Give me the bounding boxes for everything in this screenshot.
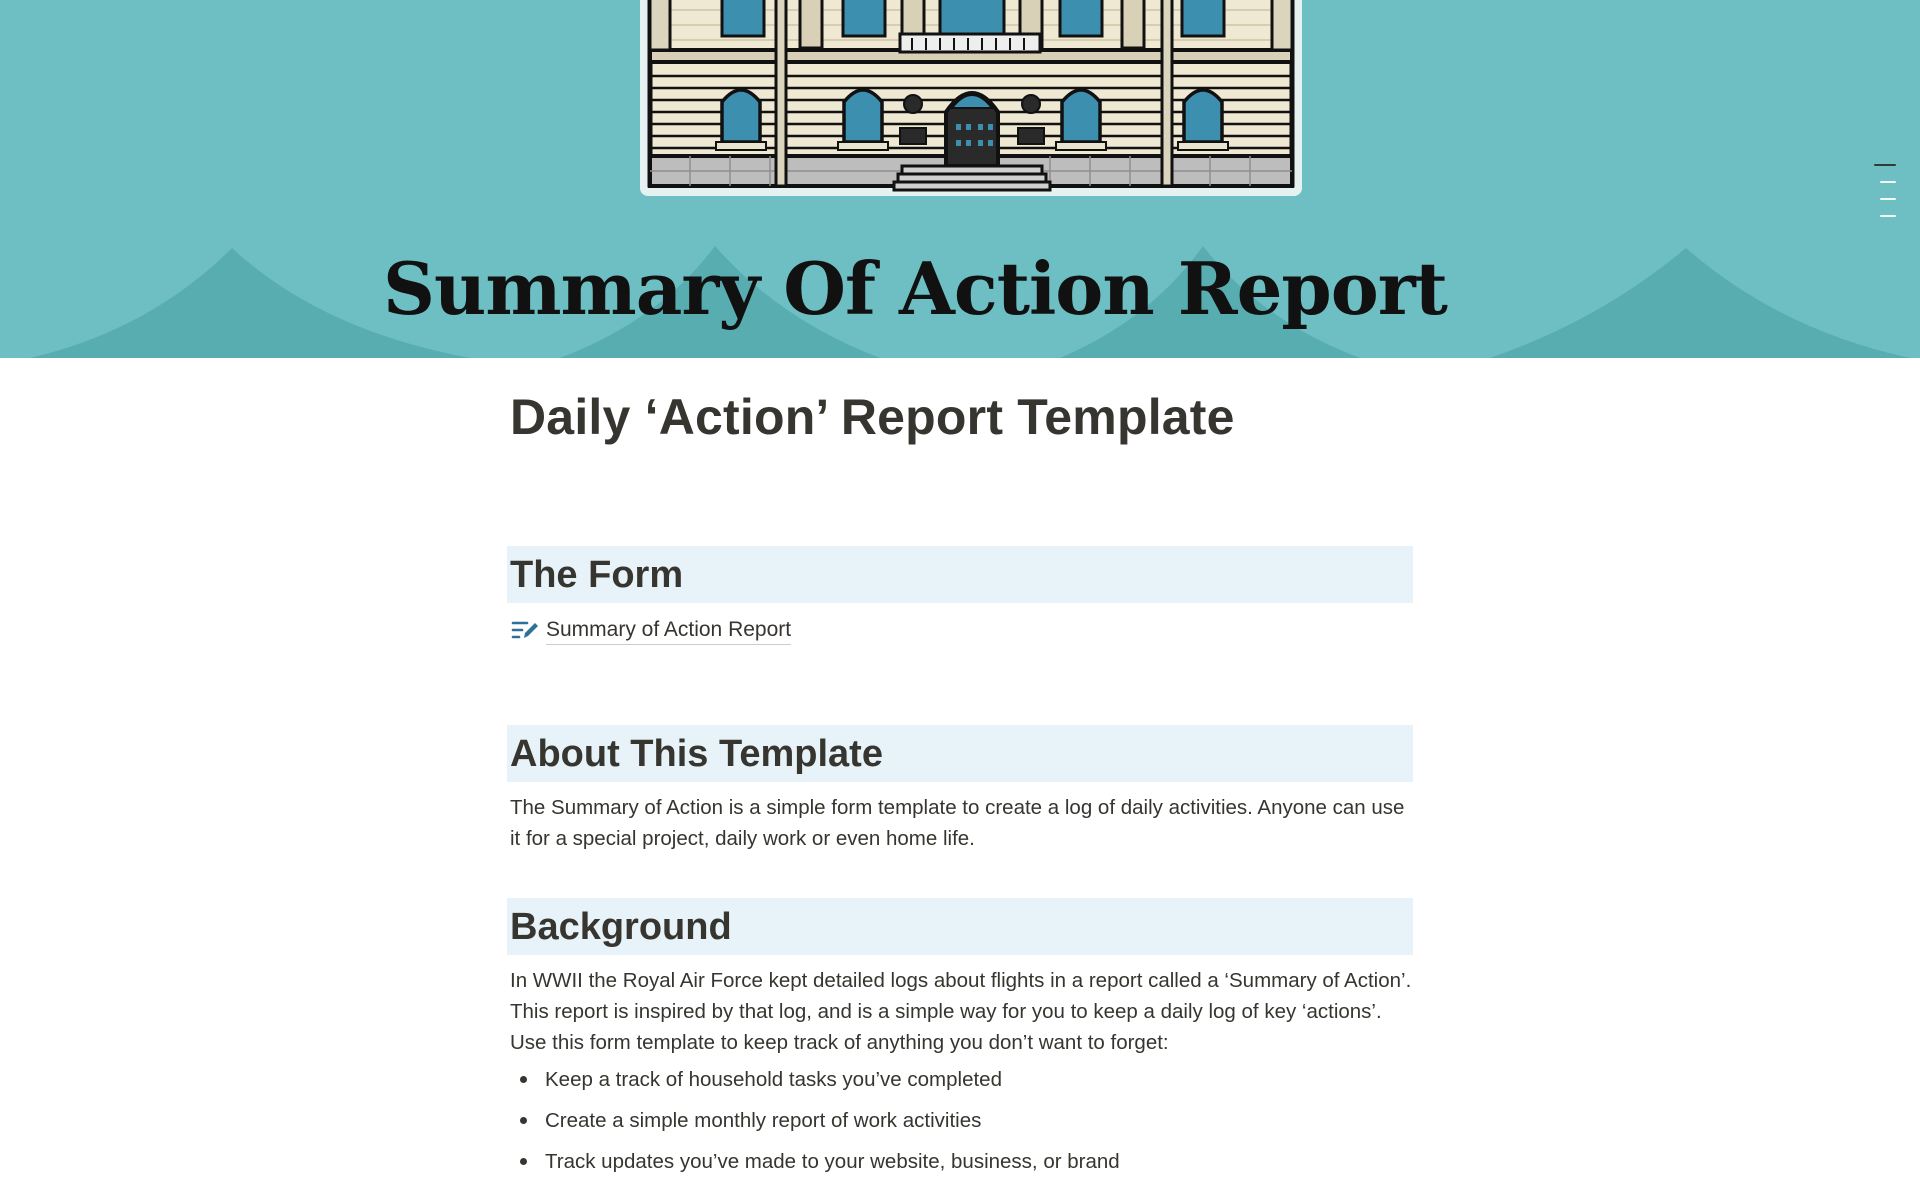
list-item-text: Keep a track of household tasks you’ve completed bbox=[545, 1068, 1002, 1091]
background-paragraph[interactable]: In WWII the Royal Air Force kept detailed logs about flights in a report called a ‘Summary of Action’. This report is inspired by that log, and is a simple way for you to keep a daily log of key ‘actions’. Use this form template to keep track of anything you don’t want to forget: bbox=[510, 969, 1412, 1054]
bullet-dot bbox=[520, 1117, 527, 1124]
toc-line[interactable] bbox=[1880, 181, 1896, 183]
background-bullet-list bbox=[507, 1064, 1413, 1177]
page-content bbox=[507, 358, 1413, 1187]
about-paragraph[interactable]: The Summary of Action is a simple form template to create a log of daily activities. Anyone can use it for a special project, daily work or even home life. bbox=[510, 796, 1405, 850]
cover-title: Summary Of Action Report bbox=[383, 246, 1447, 331]
toc-line[interactable] bbox=[1874, 164, 1896, 166]
page-cover bbox=[0, 0, 1920, 358]
list-item-text: Track updates you’ve made to your website, business, or brand bbox=[545, 1150, 1120, 1173]
page-title[interactable]: Daily ‘Action’ Report Template bbox=[510, 389, 1235, 445]
toc-line[interactable] bbox=[1880, 215, 1896, 217]
form-link-label[interactable]: Summary of Action Report bbox=[546, 616, 791, 645]
list-item[interactable] bbox=[507, 1064, 1413, 1095]
list-item[interactable] bbox=[507, 1146, 1413, 1177]
list-item[interactable] bbox=[507, 1105, 1413, 1136]
heading-about-this-template[interactable]: About This Template bbox=[507, 725, 1413, 782]
heading-the-form[interactable]: The Form bbox=[507, 546, 1413, 603]
heading-background[interactable]: Background bbox=[507, 898, 1413, 955]
toc-line[interactable] bbox=[1880, 198, 1896, 200]
table-of-contents-icon[interactable] bbox=[1874, 164, 1896, 232]
bullet-dot bbox=[520, 1076, 527, 1083]
bullet-dot bbox=[520, 1158, 527, 1165]
form-link[interactable] bbox=[507, 615, 1413, 645]
list-item-text: Create a simple monthly report of work activities bbox=[545, 1109, 982, 1132]
form-edit-icon bbox=[510, 618, 540, 642]
